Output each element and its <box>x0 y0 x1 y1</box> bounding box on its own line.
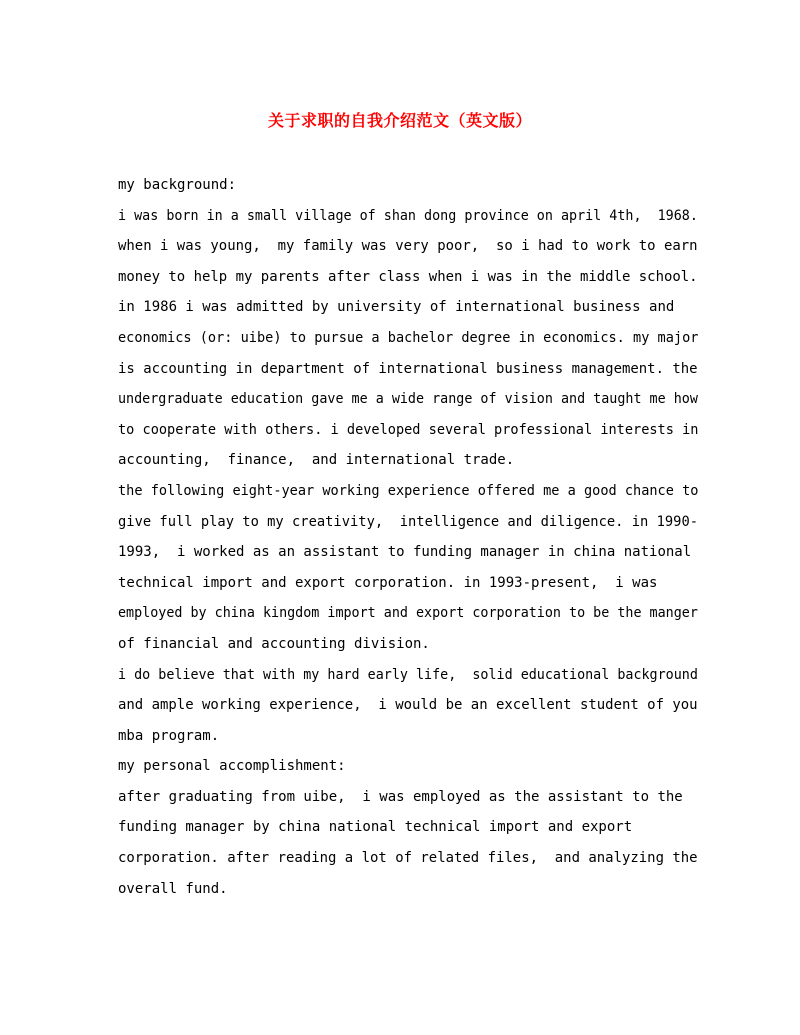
body-line: i was born in a small village of shan dong province on april 4th, 1968. <box>118 207 698 224</box>
body-line: mba program. <box>118 727 220 744</box>
body-line: is accounting in department of international business management. the <box>118 360 698 377</box>
body-line: in 1986 i was admitted by university of international business and <box>118 299 675 316</box>
body-line: corporation. after reading a lot of related files, and analyzing the <box>118 850 698 867</box>
body-line: employed by china kingdom import and export corporation to be the manger <box>118 605 698 622</box>
body-line: to cooperate with others. i developed several professional interests in <box>118 421 699 438</box>
document-title: 关于求职的自我介绍范文（英文版） <box>267 111 532 130</box>
body-line: give full play to my creativity, intelligence and diligence. in 1990- <box>118 513 699 530</box>
document-body <box>118 170 698 904</box>
body-line: 1993, i worked as an assistant to funding manager in china national <box>118 544 692 561</box>
body-line: my background: <box>118 177 237 193</box>
body-line: the following eight-year working experience offered me a good chance to <box>118 482 699 499</box>
body-line: accounting, finance, and international trade. <box>118 452 515 469</box>
body-line: money to help my parents after class when i was in the middle school. <box>118 268 698 285</box>
body-line: technical import and export corporation. in 1993-present, i was <box>118 574 658 591</box>
body-line: and ample working experience, i would be an excellent student of you <box>118 697 698 714</box>
body-line: economics (or: uibe) to pursue a bachelor degree in economics. my major <box>118 329 699 346</box>
body-line: undergraduate education gave me a wide range of vision and taught me how <box>118 391 698 408</box>
body-line: funding manager by china national technical import and export <box>118 819 633 836</box>
body-line: my personal accomplishment: <box>118 758 346 775</box>
body-line: of financial and accounting division. <box>118 635 430 652</box>
body-line: overall fund. <box>118 880 228 897</box>
body-line: i do believe that with my hard early life, solid educational background <box>118 666 698 683</box>
body-line: when i was young, my family was very poor, so i had to work to earn <box>118 238 698 255</box>
body-line: after graduating from uibe, i was employed as the assistant to the <box>118 788 683 805</box>
